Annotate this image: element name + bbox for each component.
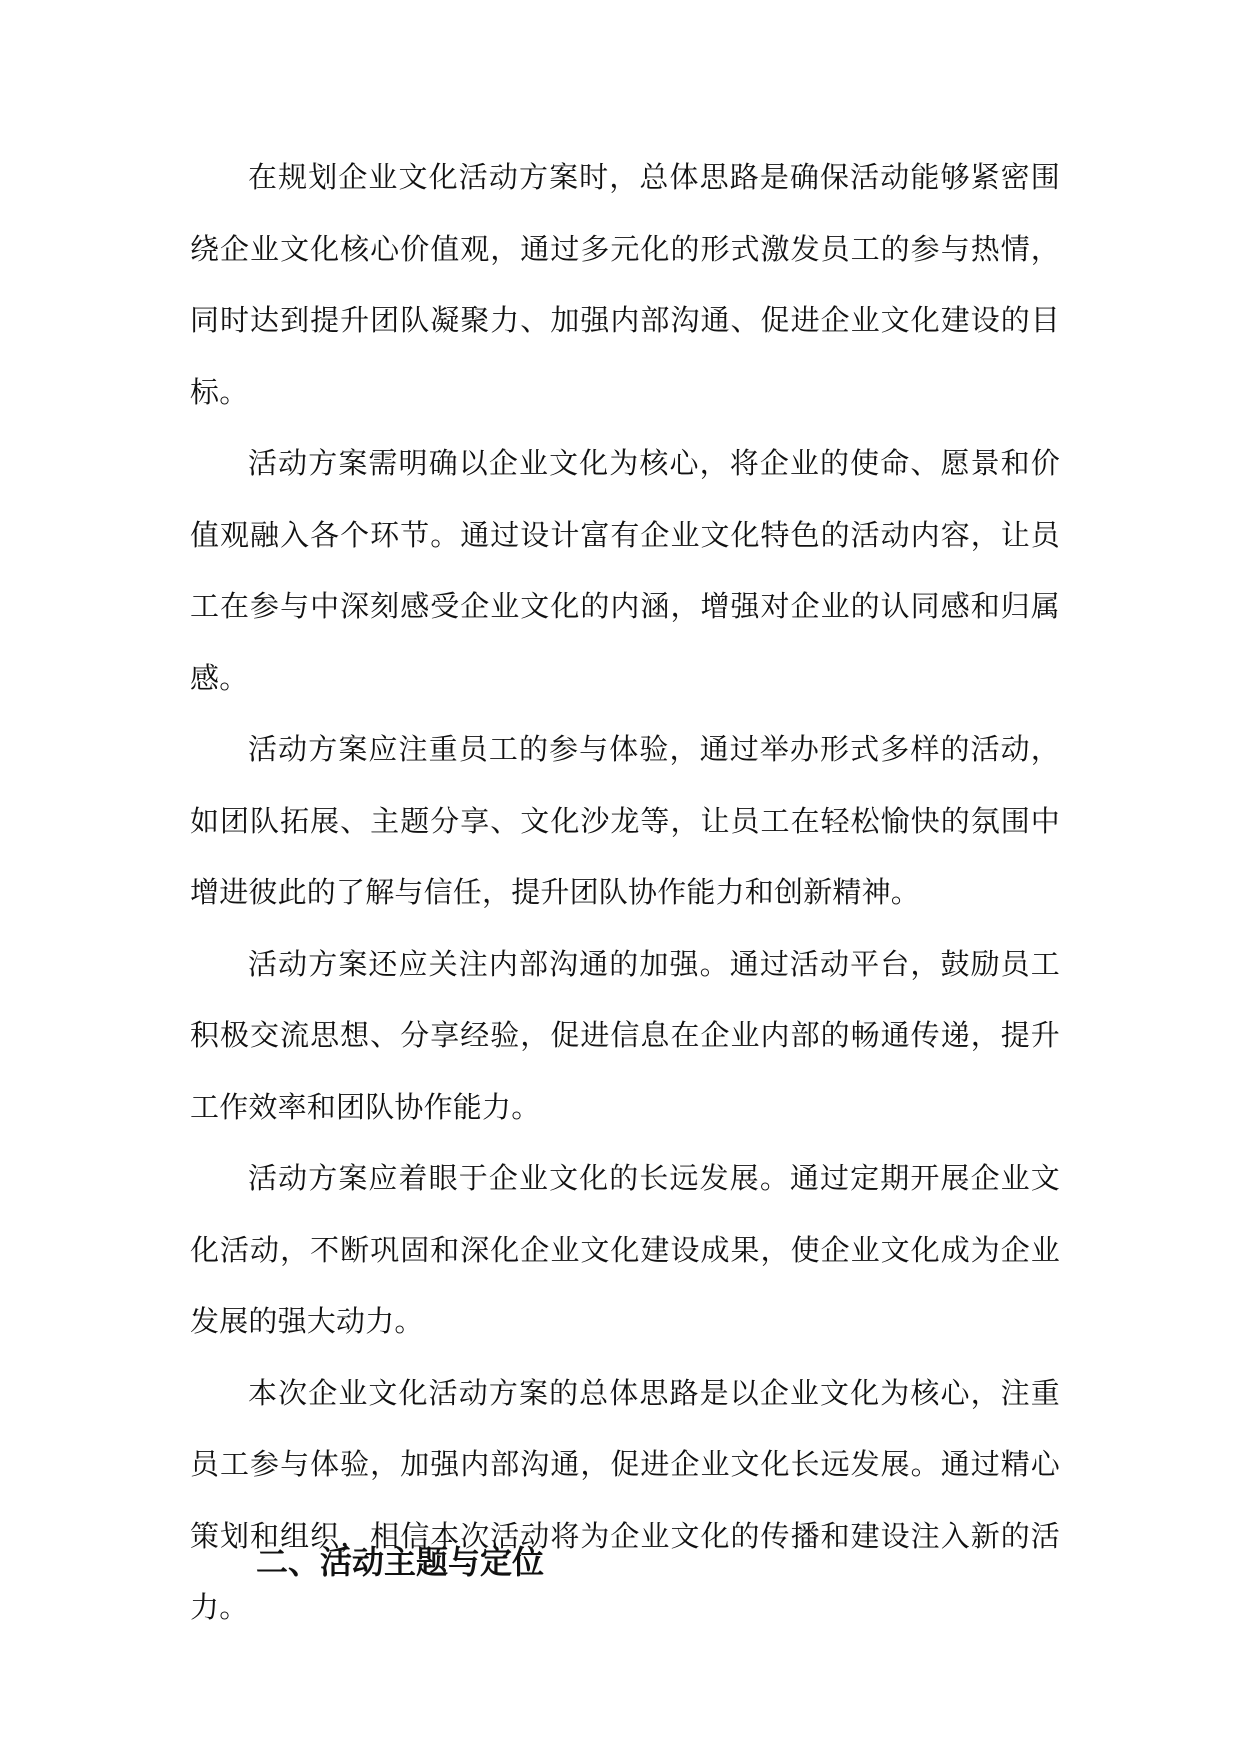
document-body bbox=[190, 142, 1060, 1644]
paragraph-overall-approach: 在规划企业文化活动方案时，总体思路是确保活动能够紧密围绕企业文化核心价值观，通过多元化的形式激发员工的参与热情，同时达到提升团队凝聚力、加强内部沟通、促进企业文化建设的目标。 bbox=[190, 160, 1060, 409]
paragraph-summary: 本次企业文化活动方案的总体思路是以企业文化为核心，注重员工参与体验，加强内部沟通，促进企业文化长远发展。通过精心策划和组织，相信本次活动将为企业文化的传播和建设注入新的活力。 bbox=[190, 1375, 1060, 1624]
section-heading: 二、活动主题与定位 bbox=[256, 1543, 545, 1581]
paragraph-long-term-development: 活动方案应着眼于企业文化的长远发展。通过定期开展企业文化活动，不断巩固和深化企业文化建设成果，使企业文化成为企业发展的强大动力。 bbox=[190, 1161, 1060, 1338]
paragraph-culture-core: 活动方案需明确以企业文化为核心，将企业的使命、愿景和价值观融入各个环节。通过设计富有企业文化特色的活动内容，让员工在参与中深刻感受企业文化的内涵，增强对企业的认同感和归属感。 bbox=[190, 446, 1060, 695]
paragraph-internal-communication: 活动方案还应关注内部沟通的加强。通过活动平台，鼓励员工积极交流思想、分享经验，促进信息在企业内部的畅通传递，提升工作效率和团队协作能力。 bbox=[190, 946, 1060, 1124]
paragraph-employee-experience: 活动方案应注重员工的参与体验，通过举办形式多样的活动，如团队拓展、主题分享、文化沙龙等，让员工在轻松愉快的氛围中增进彼此的了解与信任，提升团队协作能力和创新精神。 bbox=[190, 732, 1060, 909]
